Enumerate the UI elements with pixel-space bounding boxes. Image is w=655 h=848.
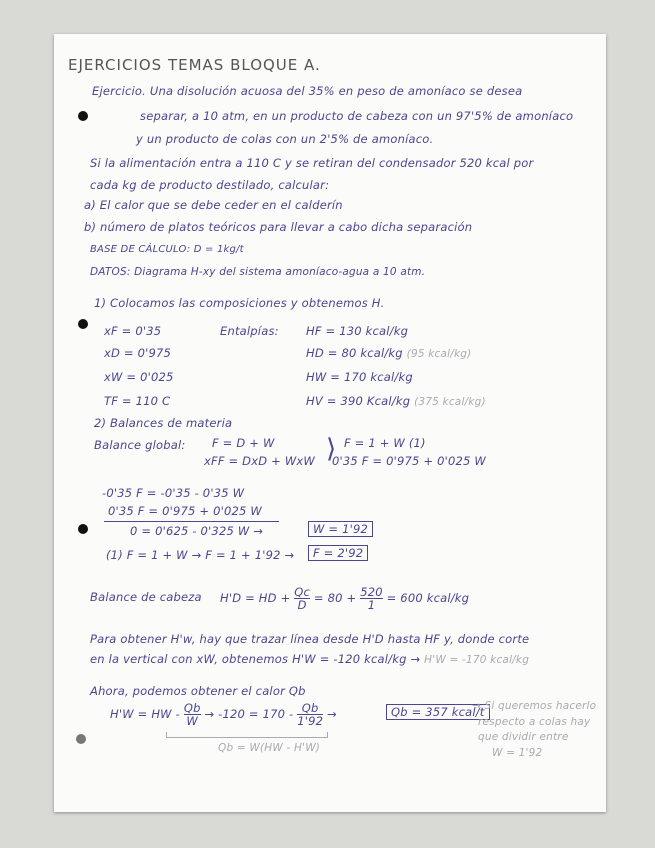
- datos: DATOS: Diagrama H-xy del sistema amoníaco-agua a 10 atm.: [90, 266, 426, 278]
- composition: TF = 110 C: [104, 394, 171, 408]
- binder-hole: [78, 319, 88, 329]
- statement-line: y un producto de colas con un 2'5% de amoníaco.: [136, 132, 434, 146]
- page-title: EJERCICIOS TEMAS BLOQUE A.: [68, 56, 321, 74]
- enthalpy: HF = 130 kcal/kg: [306, 324, 409, 338]
- w-result: W = 1'92: [308, 521, 373, 537]
- cabeza-equation: H'D = HD + $\frac{Qc}{D}$ = 80 + $\frac{520}{1}$ = 600 kcal/kg: [220, 585, 470, 612]
- cabeza-label: Balance de cabeza: [90, 590, 202, 604]
- composition: xW = 0'025: [104, 370, 174, 384]
- binder-hole: [78, 524, 88, 534]
- step2-heading: 2) Balances de materia: [94, 416, 233, 430]
- statement-line: separar, a 10 atm, en un producto de cabeza con un 97'5% de amoníaco: [140, 109, 574, 123]
- global-eq: F = D + W: [212, 436, 275, 450]
- enthalpy: HV = 390 Kcal/kg (375 kcal/kg): [306, 394, 486, 408]
- enthalpy: HW = 170 kcal/kg: [306, 370, 413, 384]
- binder-hole: [76, 734, 86, 744]
- enthalpy: HD = 80 kcal/kg (95 kcal/kg): [306, 346, 472, 360]
- f-result: F = 2'92: [308, 545, 368, 561]
- sum-rule: [104, 521, 279, 522]
- global-label: Balance global:: [94, 438, 186, 452]
- statement-line: Si la alimentación entra a 110 C y se retiran del condensador 520 kcal por: [90, 156, 534, 170]
- side-note: → Si queremos hacerlo: [472, 700, 597, 712]
- composition: xD = 0'975: [104, 346, 172, 360]
- side-note: W = 1'92: [492, 747, 543, 759]
- statement-line: Ejercicio. Una disolución acuosa del 35% en peso de amoníaco se desea: [92, 84, 523, 98]
- enthalpies-label: Entalpías:: [220, 324, 279, 338]
- solve-line: 0'35 F = 0'975 + 0'025 W: [108, 504, 262, 518]
- question-a: a) El calor que se debe ceder en el calderín: [84, 198, 343, 212]
- underbrace: [166, 732, 328, 738]
- global-sub: F = 1 + W (1): [344, 436, 426, 450]
- side-note: que dividir entre: [478, 731, 569, 743]
- side-note: respecto a colas hay: [478, 716, 591, 728]
- composition: xF = 0'35: [104, 324, 162, 338]
- base-calculo: BASE DE CÁLCULO: D = 1kg/t: [90, 244, 244, 255]
- global-eq: xFF = DxD + WxW: [204, 454, 315, 468]
- solve-line: -0'35 F = -0'35 - 0'35 W: [102, 486, 245, 500]
- f-line: (1) F = 1 + W → F = 1 + 1'92 →: [106, 548, 295, 562]
- step1-heading: 1) Colocamos las composiciones y obtenemos H.: [94, 296, 385, 310]
- question-b: b) número de platos teóricos para llevar a cabo dicha separación: [84, 220, 473, 234]
- binder-hole: [78, 111, 88, 121]
- statement-line: cada kg de producto destilado, calcular:: [90, 178, 330, 192]
- global-sub: 0'35 F = 0'975 + 0'025 W: [332, 454, 486, 468]
- solve-line: 0 = 0'625 - 0'325 W →: [130, 524, 264, 538]
- qb-intro: Ahora, podemos obtener el calor Qb: [90, 684, 306, 698]
- qb-formula-note: Qb = W(HW - H'W): [218, 742, 321, 754]
- brace-symbol: ⟩: [326, 434, 337, 464]
- hw-text: Para obtener H'w, hay que trazar línea desde H'D hasta HF y, donde corte: [90, 632, 530, 646]
- notebook-page: [54, 34, 606, 812]
- qb-equation: H'W = HW - $\frac{Qb}{W}$ → -120 = 170 - $\frac{Qb}{1'92}$ →: [110, 701, 337, 728]
- qb-result: Qb = 357 kcal/t: [386, 704, 490, 720]
- hw-text: en la vertical con xW, obtenemos H'W = -120 kcal/kg → H'W = -170 kcal/kg: [90, 652, 530, 666]
